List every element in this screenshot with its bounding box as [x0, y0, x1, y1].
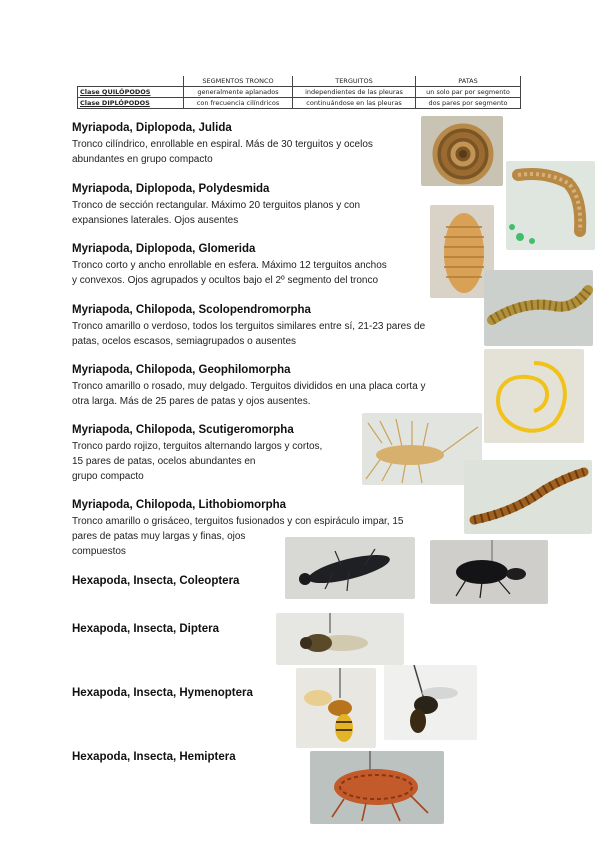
entry-title-hymenoptera: Hexapoda, Insecta, Hymenoptera: [72, 687, 253, 699]
table-cell: continuándose en las pleuras: [293, 98, 416, 109]
table-cell: un solo par por segmento: [416, 87, 521, 98]
hemiptera-bug-photo: [310, 751, 444, 824]
description-line: grupo compacto: [72, 471, 144, 482]
description-line: Tronco de sección rectangular. Máximo 20 terguitos planos y con: [72, 200, 361, 211]
lithobiomorpha-centipede-photo: [464, 460, 592, 534]
entry-description-geophilomorpha: [72, 379, 426, 409]
table-header-cell: [78, 76, 184, 87]
description-line: expansiones laterales. Ojos ausentes: [72, 215, 239, 226]
entry-title-lithobiomorpha: Myriapoda, Chilopoda, Lithobiomorpha: [72, 499, 287, 511]
table-row: [78, 87, 521, 98]
scolopendromorpha-centipede-photo: [484, 270, 593, 346]
hymenoptera-bee-photo: [384, 665, 477, 740]
description-line: y convexos. Ojos agrupados y ocultos bajo el 2º segmento del tronco: [72, 275, 379, 286]
entry-title-polydesmida: Myriapoda, Diplopoda, Polydesmida: [72, 183, 270, 195]
description-line: Tronco cilíndrico, enrollable en espiral. Más de 30 terguitos y ocelos: [72, 139, 373, 150]
description-line: abundantes en grupo compacto: [72, 154, 213, 165]
entry-title-glomerida: Myriapoda, Diplopoda, Glomerida: [72, 243, 256, 255]
entry-title-scutigeromorpha: Myriapoda, Chilopoda, Scutigeromorpha: [72, 424, 294, 436]
coleoptera-beetle-photo-1: [285, 537, 415, 599]
coleoptera-beetle-photo-2: [430, 540, 548, 604]
entry-description-glomerida: [72, 258, 387, 288]
table-header-cell: TERGUITOS: [293, 76, 416, 87]
description-line: Tronco amarillo o rosado, muy delgado. Terguitos divididos en una placa corta y: [72, 381, 426, 392]
entry-title-hemiptera: Hexapoda, Insecta, Hemiptera: [72, 751, 236, 763]
entry-description-scolopendromorpha: [72, 319, 425, 349]
comparison-table: [77, 76, 521, 109]
description-line: 15 pares de patas, ocelos abundantes en: [72, 456, 256, 467]
entry-title-coleoptera: Hexapoda, Insecta, Coleoptera: [72, 575, 240, 587]
polydesmida-millipede-photo: [506, 161, 595, 250]
table-row-label: Clase QUILÓPODOS: [78, 87, 184, 98]
description-line: otra larga. Más de 25 pares de patas y ojos ausentes.: [72, 396, 311, 407]
description-line: Tronco corto y ancho enrollable en esfera. Máximo 12 terguitos anchos: [72, 260, 387, 271]
entry-title-geophilomorpha: Myriapoda, Chilopoda, Geophilomorpha: [72, 364, 291, 376]
geophilomorpha-centipede-photo: [484, 349, 584, 443]
table-header-cell: SEGMENTOS TRONCO: [184, 76, 293, 87]
entry-title-diptera: Hexapoda, Insecta, Diptera: [72, 623, 219, 635]
description-line: Tronco amarillo o grisáceo, terguitos fusionados y con espiráculo impar, 15: [72, 516, 404, 527]
table-cell: dos pares por segmento: [416, 98, 521, 109]
table-cell: con frecuencia cilíndricos: [184, 98, 293, 109]
entry-description-scutigeromorpha: [72, 439, 322, 484]
description-line: compuestos: [72, 546, 126, 557]
hymenoptera-wasp-photo: [296, 668, 376, 748]
entry-description-polydesmida: [72, 198, 360, 228]
julida-spiral-millipede-photo: [421, 116, 503, 186]
table-row: [78, 98, 521, 109]
table-header-row: [78, 76, 521, 87]
entry-title-julida: Myriapoda, Diplopoda, Julida: [72, 122, 232, 134]
table-cell: independientes de las pleuras: [293, 87, 416, 98]
description-line: Tronco pardo rojizo, terguitos alternando largos y cortos,: [72, 441, 323, 452]
diptera-fly-photo: [276, 613, 404, 665]
table-row-label: Clase DIPLÓPODOS: [78, 98, 184, 109]
description-line: patas, ocelos escasos, semiagrupados o ausentes: [72, 336, 297, 347]
description-line: Tronco amarillo o verdoso, todos los terguitos similares entre sí, 21-23 pares de: [72, 321, 426, 332]
table-cell: generalmente aplanados: [184, 87, 293, 98]
entry-description-julida: [72, 137, 373, 167]
table-header-cell: PATAS: [416, 76, 521, 87]
description-line: pares de patas muy largas y finas, ojos: [72, 531, 246, 542]
entry-title-scolopendromorpha: Myriapoda, Chilopoda, Scolopendromorpha: [72, 304, 311, 316]
